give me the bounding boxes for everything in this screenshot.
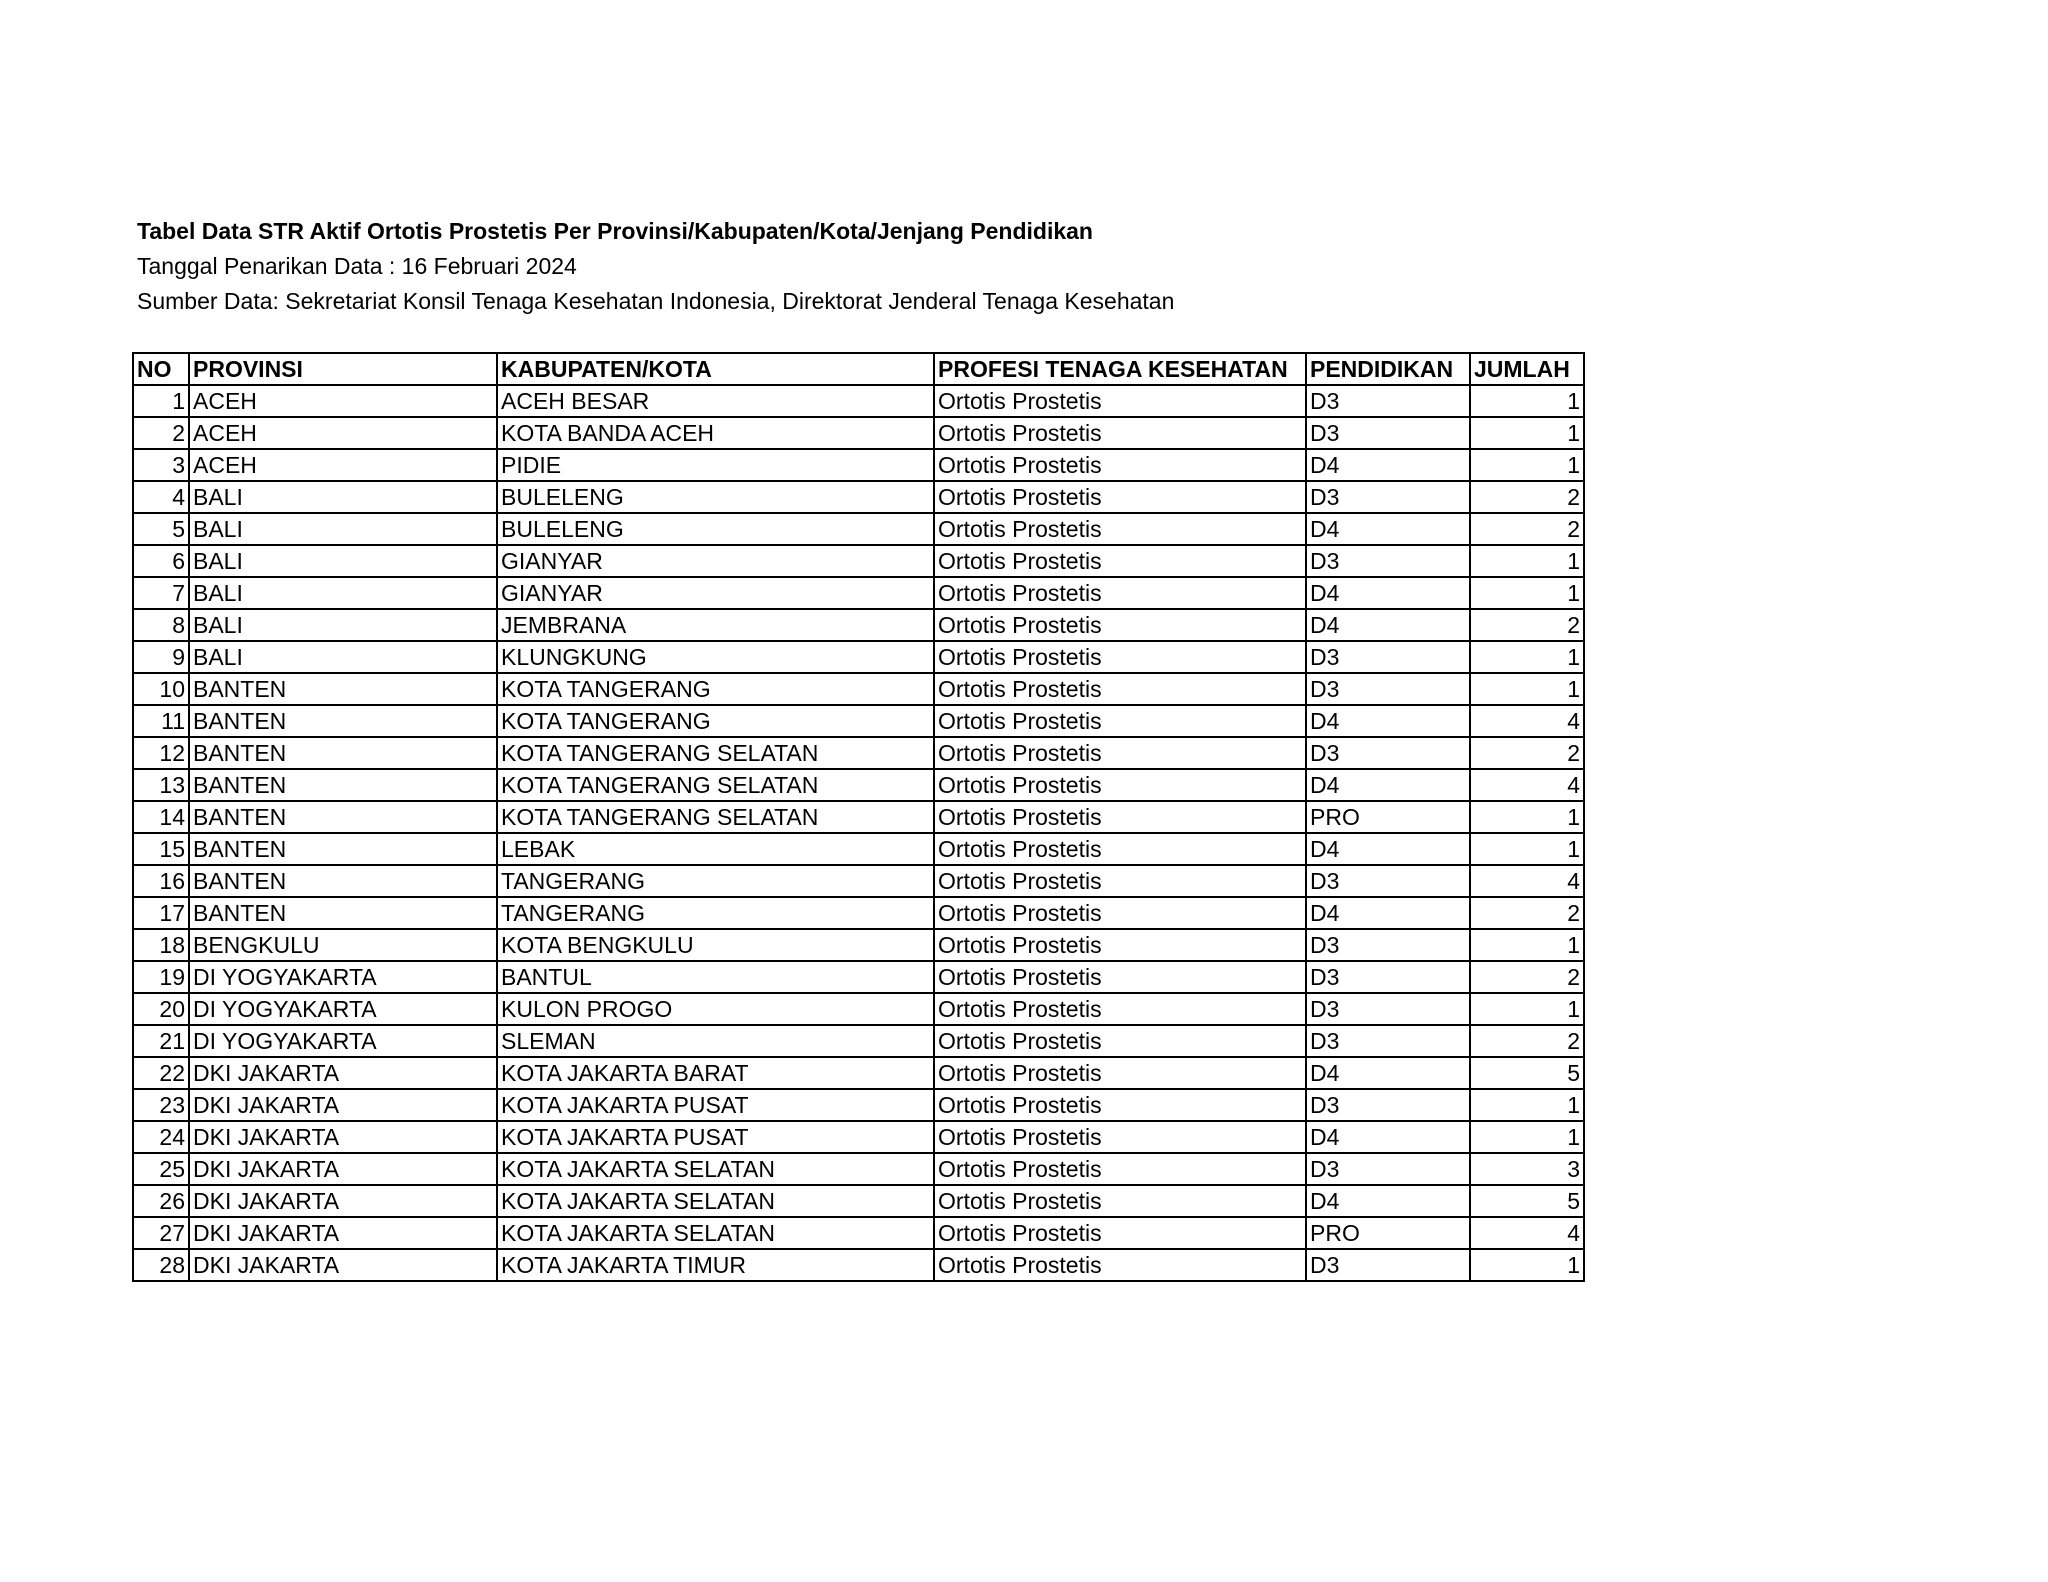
cell-no: 5 (133, 513, 189, 545)
cell-pendidikan: D3 (1306, 1025, 1470, 1057)
cell-no: 23 (133, 1089, 189, 1121)
cell-provinsi: DI YOGYAKARTA (189, 961, 497, 993)
column-header-pendidikan: PENDIDIKAN (1306, 353, 1470, 385)
cell-profesi: Ortotis Prostetis (934, 705, 1306, 737)
cell-no: 26 (133, 1185, 189, 1217)
cell-kabupaten-kota: KOTA BANDA ACEH (497, 417, 934, 449)
cell-kabupaten-kota: PIDIE (497, 449, 934, 481)
cell-no: 4 (133, 481, 189, 513)
cell-jumlah: 2 (1470, 481, 1584, 513)
cell-kabupaten-kota: SLEMAN (497, 1025, 934, 1057)
cell-jumlah: 5 (1470, 1185, 1584, 1217)
table-row (133, 673, 1584, 705)
cell-pendidikan: D3 (1306, 417, 1470, 449)
table-row (133, 1025, 1584, 1057)
column-header-provinsi: PROVINSI (189, 353, 497, 385)
cell-no: 16 (133, 865, 189, 897)
cell-provinsi: BANTEN (189, 865, 497, 897)
cell-kabupaten-kota: KOTA BENGKULU (497, 929, 934, 961)
cell-no: 19 (133, 961, 189, 993)
cell-kabupaten-kota: KOTA TANGERANG SELATAN (497, 769, 934, 801)
cell-kabupaten-kota: KOTA JAKARTA TIMUR (497, 1249, 934, 1281)
table-row (133, 417, 1584, 449)
cell-kabupaten-kota: KULON PROGO (497, 993, 934, 1025)
cell-profesi: Ortotis Prostetis (934, 1217, 1306, 1249)
cell-jumlah: 1 (1470, 417, 1584, 449)
cell-kabupaten-kota: JEMBRANA (497, 609, 934, 641)
cell-provinsi: DI YOGYAKARTA (189, 993, 497, 1025)
cell-jumlah: 1 (1470, 1249, 1584, 1281)
table-row (133, 737, 1584, 769)
cell-jumlah: 1 (1470, 833, 1584, 865)
cell-profesi: Ortotis Prostetis (934, 993, 1306, 1025)
cell-no: 17 (133, 897, 189, 929)
cell-profesi: Ortotis Prostetis (934, 1249, 1306, 1281)
cell-provinsi: BALI (189, 481, 497, 513)
table-row (133, 1057, 1584, 1089)
cell-profesi: Ortotis Prostetis (934, 1089, 1306, 1121)
cell-no: 9 (133, 641, 189, 673)
table-row (133, 993, 1584, 1025)
cell-no: 20 (133, 993, 189, 1025)
cell-provinsi: DKI JAKARTA (189, 1057, 497, 1089)
cell-pendidikan: D4 (1306, 1185, 1470, 1217)
cell-no: 13 (133, 769, 189, 801)
cell-profesi: Ortotis Prostetis (934, 1185, 1306, 1217)
cell-pendidikan: D4 (1306, 897, 1470, 929)
cell-pendidikan: D3 (1306, 1089, 1470, 1121)
cell-profesi: Ortotis Prostetis (934, 865, 1306, 897)
cell-pendidikan: D4 (1306, 769, 1470, 801)
cell-no: 8 (133, 609, 189, 641)
cell-provinsi: ACEH (189, 449, 497, 481)
table-header (133, 353, 1584, 385)
table-row (133, 1121, 1584, 1153)
cell-jumlah: 2 (1470, 609, 1584, 641)
cell-pendidikan: PRO (1306, 1217, 1470, 1249)
cell-jumlah: 4 (1470, 769, 1584, 801)
cell-provinsi: DI YOGYAKARTA (189, 1025, 497, 1057)
cell-kabupaten-kota: BULELENG (497, 481, 934, 513)
cell-pendidikan: D3 (1306, 865, 1470, 897)
cell-no: 27 (133, 1217, 189, 1249)
cell-jumlah: 1 (1470, 1089, 1584, 1121)
cell-pendidikan: D4 (1306, 833, 1470, 865)
cell-profesi: Ortotis Prostetis (934, 801, 1306, 833)
cell-jumlah: 1 (1470, 641, 1584, 673)
cell-pendidikan: D4 (1306, 513, 1470, 545)
cell-kabupaten-kota: KOTA JAKARTA BARAT (497, 1057, 934, 1089)
cell-provinsi: BENGKULU (189, 929, 497, 961)
cell-jumlah: 1 (1470, 801, 1584, 833)
cell-kabupaten-kota: BULELENG (497, 513, 934, 545)
cell-pendidikan: D3 (1306, 385, 1470, 417)
table-row (133, 929, 1584, 961)
cell-provinsi: ACEH (189, 385, 497, 417)
cell-no: 6 (133, 545, 189, 577)
str-data-table (132, 352, 1585, 1282)
cell-profesi: Ortotis Prostetis (934, 641, 1306, 673)
table-row (133, 897, 1584, 929)
cell-jumlah: 1 (1470, 1121, 1584, 1153)
data-retrieval-date: Tanggal Penarikan Data : 16 Februari 2024 (137, 253, 577, 279)
document-header (137, 214, 1637, 319)
cell-kabupaten-kota: KOTA JAKARTA SELATAN (497, 1185, 934, 1217)
cell-profesi: Ortotis Prostetis (934, 609, 1306, 641)
column-header-jumlah: JUMLAH (1470, 353, 1584, 385)
cell-pendidikan: D3 (1306, 673, 1470, 705)
cell-kabupaten-kota: KOTA TANGERANG (497, 673, 934, 705)
cell-profesi: Ortotis Prostetis (934, 513, 1306, 545)
cell-no: 14 (133, 801, 189, 833)
cell-profesi: Ortotis Prostetis (934, 1153, 1306, 1185)
cell-provinsi: BALI (189, 513, 497, 545)
table-row (133, 801, 1584, 833)
cell-kabupaten-kota: TANGERANG (497, 897, 934, 929)
cell-jumlah: 5 (1470, 1057, 1584, 1089)
cell-kabupaten-kota: ACEH BESAR (497, 385, 934, 417)
cell-provinsi: ACEH (189, 417, 497, 449)
cell-pendidikan: D4 (1306, 577, 1470, 609)
cell-profesi: Ortotis Prostetis (934, 897, 1306, 929)
cell-jumlah: 3 (1470, 1153, 1584, 1185)
cell-pendidikan: D3 (1306, 1249, 1470, 1281)
cell-jumlah: 2 (1470, 961, 1584, 993)
table-row (133, 865, 1584, 897)
cell-no: 25 (133, 1153, 189, 1185)
cell-jumlah: 1 (1470, 929, 1584, 961)
cell-profesi: Ortotis Prostetis (934, 929, 1306, 961)
cell-provinsi: BANTEN (189, 833, 497, 865)
table-body (133, 385, 1584, 1281)
cell-pendidikan: D3 (1306, 481, 1470, 513)
cell-jumlah: 1 (1470, 577, 1584, 609)
cell-pendidikan: D3 (1306, 929, 1470, 961)
cell-profesi: Ortotis Prostetis (934, 385, 1306, 417)
table-row (133, 705, 1584, 737)
table-header-row (133, 353, 1584, 385)
document-title: Tabel Data STR Aktif Ortotis Prostetis Per Provinsi/Kabupaten/Kota/Jenjang Pendidikan (137, 218, 1093, 244)
cell-pendidikan: D3 (1306, 641, 1470, 673)
table-row (133, 1089, 1584, 1121)
cell-jumlah: 1 (1470, 385, 1584, 417)
cell-jumlah: 4 (1470, 705, 1584, 737)
column-header-no: NO (133, 353, 189, 385)
table-row (133, 545, 1584, 577)
cell-jumlah: 2 (1470, 737, 1584, 769)
cell-provinsi: DKI JAKARTA (189, 1185, 497, 1217)
cell-pendidikan: D3 (1306, 961, 1470, 993)
table-row (133, 641, 1584, 673)
column-header-profesi: PROFESI TENAGA KESEHATAN (934, 353, 1306, 385)
table-row (133, 1153, 1584, 1185)
cell-kabupaten-kota: KOTA JAKARTA SELATAN (497, 1217, 934, 1249)
column-header-kabupaten-kota: KABUPATEN/KOTA (497, 353, 934, 385)
cell-profesi: Ortotis Prostetis (934, 545, 1306, 577)
table-row (133, 833, 1584, 865)
table-row (133, 385, 1584, 417)
cell-pendidikan: D4 (1306, 449, 1470, 481)
cell-profesi: Ortotis Prostetis (934, 673, 1306, 705)
cell-profesi: Ortotis Prostetis (934, 1057, 1306, 1089)
cell-kabupaten-kota: KLUNGKUNG (497, 641, 934, 673)
cell-no: 24 (133, 1121, 189, 1153)
cell-kabupaten-kota: KOTA JAKARTA SELATAN (497, 1153, 934, 1185)
table-row (133, 1249, 1584, 1281)
cell-jumlah: 4 (1470, 865, 1584, 897)
cell-provinsi: BANTEN (189, 801, 497, 833)
cell-pendidikan: D4 (1306, 1121, 1470, 1153)
cell-jumlah: 1 (1470, 545, 1584, 577)
cell-provinsi: DKI JAKARTA (189, 1089, 497, 1121)
cell-provinsi: BALI (189, 641, 497, 673)
cell-provinsi: BALI (189, 577, 497, 609)
cell-provinsi: DKI JAKARTA (189, 1249, 497, 1281)
cell-kabupaten-kota: GIANYAR (497, 577, 934, 609)
table-row (133, 1185, 1584, 1217)
cell-no: 12 (133, 737, 189, 769)
cell-no: 10 (133, 673, 189, 705)
table-row (133, 513, 1584, 545)
cell-profesi: Ortotis Prostetis (934, 1025, 1306, 1057)
cell-provinsi: DKI JAKARTA (189, 1121, 497, 1153)
cell-no: 22 (133, 1057, 189, 1089)
cell-no: 18 (133, 929, 189, 961)
cell-provinsi: BALI (189, 609, 497, 641)
cell-profesi: Ortotis Prostetis (934, 417, 1306, 449)
cell-jumlah: 2 (1470, 897, 1584, 929)
table-row (133, 1217, 1584, 1249)
cell-pendidikan: PRO (1306, 801, 1470, 833)
cell-provinsi: BANTEN (189, 673, 497, 705)
cell-pendidikan: D3 (1306, 545, 1470, 577)
cell-provinsi: BANTEN (189, 769, 497, 801)
cell-no: 7 (133, 577, 189, 609)
cell-profesi: Ortotis Prostetis (934, 737, 1306, 769)
cell-kabupaten-kota: BANTUL (497, 961, 934, 993)
cell-kabupaten-kota: KOTA TANGERANG SELATAN (497, 801, 934, 833)
cell-kabupaten-kota: KOTA TANGERANG SELATAN (497, 737, 934, 769)
table-row (133, 609, 1584, 641)
cell-pendidikan: D4 (1306, 705, 1470, 737)
cell-provinsi: DKI JAKARTA (189, 1217, 497, 1249)
cell-pendidikan: D4 (1306, 1057, 1470, 1089)
cell-profesi: Ortotis Prostetis (934, 481, 1306, 513)
cell-kabupaten-kota: LEBAK (497, 833, 934, 865)
cell-profesi: Ortotis Prostetis (934, 961, 1306, 993)
data-source: Sumber Data: Sekretariat Konsil Tenaga Kesehatan Indonesia, Direktorat Jenderal Tenaga Kesehatan (137, 288, 1175, 314)
cell-kabupaten-kota: KOTA JAKARTA PUSAT (497, 1121, 934, 1153)
cell-jumlah: 1 (1470, 673, 1584, 705)
table-row (133, 481, 1584, 513)
cell-jumlah: 2 (1470, 513, 1584, 545)
cell-pendidikan: D3 (1306, 993, 1470, 1025)
cell-no: 28 (133, 1249, 189, 1281)
cell-pendidikan: D4 (1306, 609, 1470, 641)
table-row (133, 577, 1584, 609)
cell-no: 1 (133, 385, 189, 417)
table-row (133, 961, 1584, 993)
cell-profesi: Ortotis Prostetis (934, 449, 1306, 481)
cell-provinsi: BANTEN (189, 705, 497, 737)
cell-no: 21 (133, 1025, 189, 1057)
cell-no: 2 (133, 417, 189, 449)
cell-provinsi: DKI JAKARTA (189, 1153, 497, 1185)
cell-kabupaten-kota: GIANYAR (497, 545, 934, 577)
cell-jumlah: 1 (1470, 993, 1584, 1025)
table-row (133, 769, 1584, 801)
cell-profesi: Ortotis Prostetis (934, 833, 1306, 865)
cell-no: 3 (133, 449, 189, 481)
cell-jumlah: 1 (1470, 449, 1584, 481)
cell-jumlah: 4 (1470, 1217, 1584, 1249)
cell-pendidikan: D3 (1306, 737, 1470, 769)
cell-profesi: Ortotis Prostetis (934, 1121, 1306, 1153)
table-row (133, 449, 1584, 481)
cell-kabupaten-kota: KOTA TANGERANG (497, 705, 934, 737)
cell-provinsi: BANTEN (189, 737, 497, 769)
cell-no: 11 (133, 705, 189, 737)
cell-profesi: Ortotis Prostetis (934, 577, 1306, 609)
cell-kabupaten-kota: TANGERANG (497, 865, 934, 897)
cell-provinsi: BALI (189, 545, 497, 577)
cell-no: 15 (133, 833, 189, 865)
cell-provinsi: BANTEN (189, 897, 497, 929)
cell-kabupaten-kota: KOTA JAKARTA PUSAT (497, 1089, 934, 1121)
cell-jumlah: 2 (1470, 1025, 1584, 1057)
cell-profesi: Ortotis Prostetis (934, 769, 1306, 801)
cell-pendidikan: D3 (1306, 1153, 1470, 1185)
